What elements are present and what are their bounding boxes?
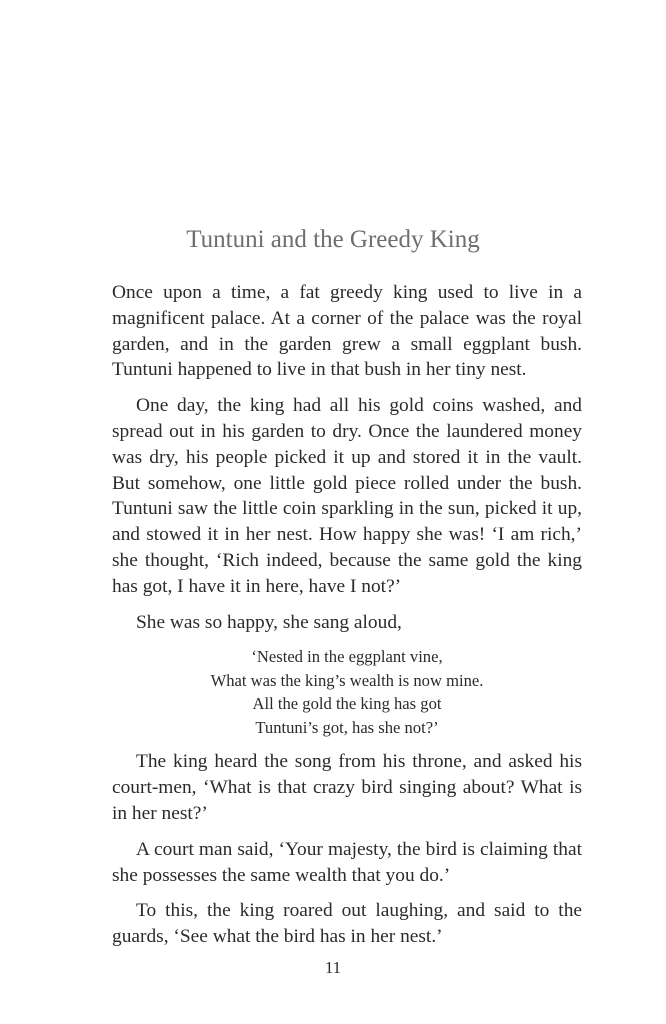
poem-line-1: ‘Nested in the eggplant vine, <box>251 647 443 667</box>
chapter-title: Tuntuni and the Greedy King <box>186 226 480 253</box>
poem-line-4: Tuntuni’s got, has she not?’ <box>255 717 439 737</box>
paragraph-1: Once upon a time, a fat greedy king used to live in a magnificent palace. At a corner of the palace was the royal garden, and in the garden grew a small eggplant bush. Tuntuni happened to live in that bush in her tiny nest. <box>112 282 582 381</box>
paragraph-4: The king heard the song from his throne, and asked his court-men, ‘What is that crazy bird singing about? What is in her nest?’ <box>112 751 582 824</box>
story-text <box>112 280 582 960</box>
page-number: 11 <box>324 958 342 977</box>
paragraph-2: One day, the king had all his gold coins washed, and spread out in his garden to dry. Once the laundered money was dry, his people picked it up and stored it in the vault. But somehow, one little gold piece rolled under the bush. Tuntuni saw the little coin sparkling in the sun, picked it up, and stowed it in her nest. How happy she was! ‘I am rich,’ she thought, ‘Rich indeed, because the same gold the king has got, I have it in here, have I not?’ <box>112 395 582 597</box>
poem-line-3: All the gold the king has got <box>252 694 442 714</box>
poem-line-2: What was the king’s wealth is now mine. <box>210 670 484 690</box>
paragraph-3: She was so happy, she sang aloud, <box>136 611 402 633</box>
poem-block <box>112 645 582 739</box>
paragraph-5: A court man said, ‘Your majesty, the bird is claiming that she possesses the same wealth that you do.’ <box>112 838 582 886</box>
paragraph-6: To this, the king roared out laughing, and said to the guards, ‘See what the bird has in her nest.’ <box>112 900 582 948</box>
